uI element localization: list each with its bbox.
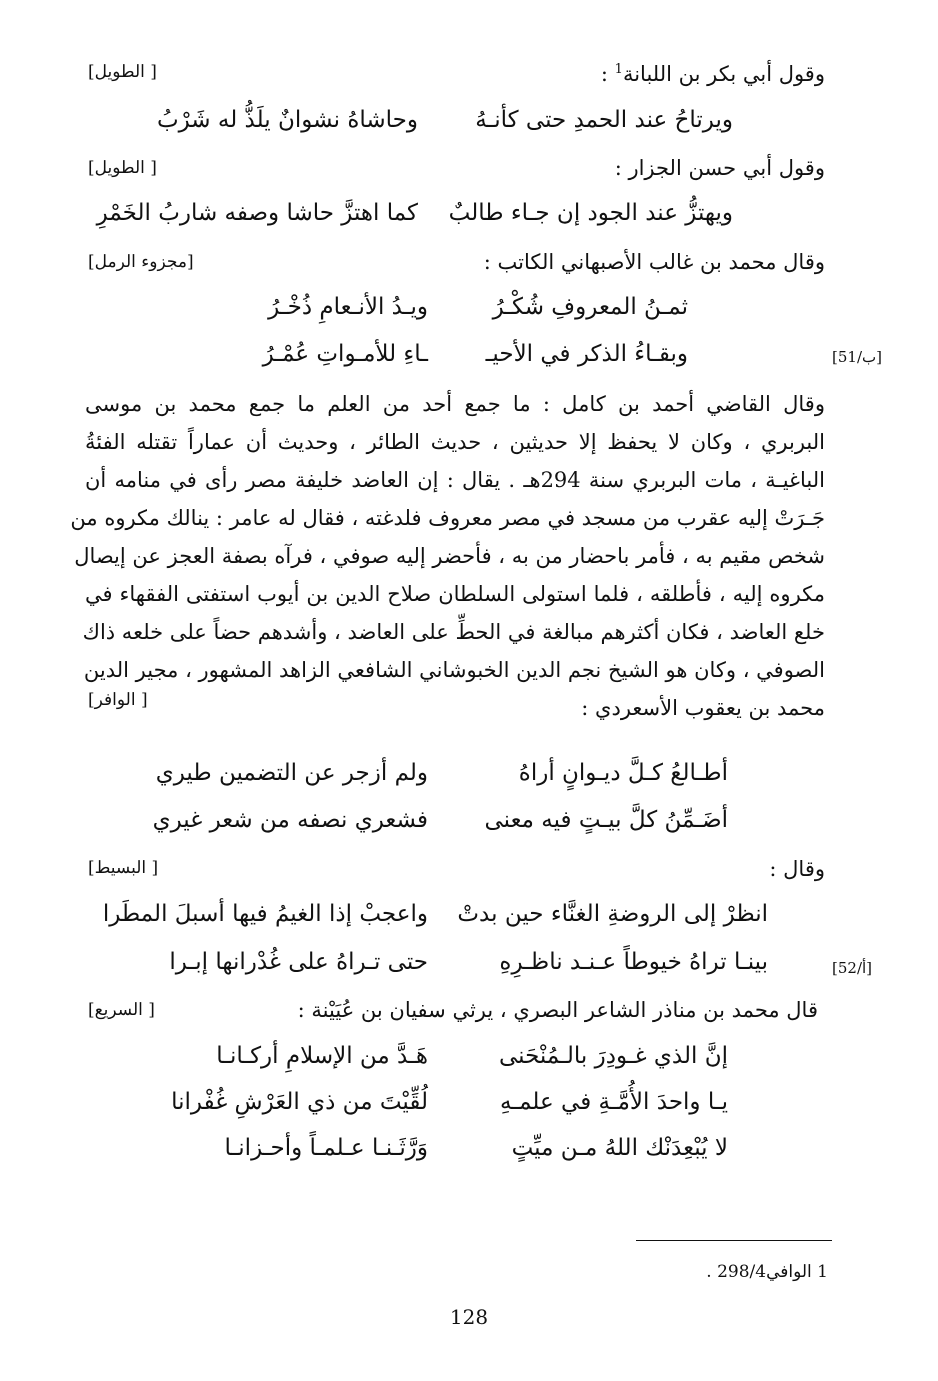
manuscript-folio-marker: [52/أ] bbox=[832, 959, 873, 977]
verse-second-hemistich: هَـدَّ من الإسلامِ أركـانـا bbox=[216, 1043, 428, 1069]
verse-second-hemistich: وَرَّثَـنـا عـلمـاً وأحـزانـا bbox=[224, 1135, 428, 1161]
verse-second-hemistich: كما اهتزَّ حاشا وصفه شاربُ الخَمْرِ bbox=[96, 200, 418, 226]
meter-label: [ الطويل] bbox=[88, 158, 157, 178]
intro-colon: : bbox=[600, 62, 615, 86]
prose-line: الباغيـة ، مات البربري سنة 294هـ . يقال : إن العاضد خليفة مصر رأى في منامه أن bbox=[85, 468, 825, 492]
verse-first-hemistich: وبقـاءُ الذكر في الأحيـ bbox=[485, 341, 688, 367]
verse-second-hemistich: وحاشاهُ نشوانٌ يلَذُّ له شَرْبُ bbox=[156, 107, 418, 133]
intro-line: وقال محمد بن غالب الأصبهاني الكاتب : bbox=[483, 250, 825, 274]
verse-second-hemistich: ويـدُ الأنـعامِ ذُخْـرُ bbox=[268, 294, 428, 320]
prose-line: شخص مقيم به ، فأمر باحضار من به ، فأحضر إليه صوفي ، فرآه بصفة العجز عن إيصال bbox=[74, 544, 825, 568]
verse-first-hemistich: ثمـنُ المعروفِ شُكْـرُ bbox=[492, 294, 688, 320]
meter-label: [ البسيط] bbox=[88, 858, 159, 878]
prose-line: خلع العاضد ، فكان أكثرهم مبالغة في الحطِّ على العاضد ، وأشدهم حضاً على خلعه ذاك bbox=[82, 620, 825, 644]
verse-second-hemistich: حتى تـراهُ على غُدْرانها إبـرا bbox=[169, 949, 428, 975]
meter-label: [مجزوء الرمل] bbox=[88, 252, 194, 272]
footnote-separator bbox=[636, 1240, 832, 1241]
page-number: 128 bbox=[449, 1305, 489, 1329]
verse-second-hemistich: ـاءِ للأمـواتِ عُمْـرُ bbox=[262, 341, 428, 367]
verse-first-hemistich: أطـالعُ كـلَّ ديـوانٍ أراهُ bbox=[518, 760, 728, 786]
prose-line: وقال القاضي أحمد بن كامل : ما جمع أحد من العلم ما جمع محمد بن موسى bbox=[85, 392, 825, 416]
prose-line: الصوفي ، وكان هو الشيخ نجم الدين الخبوشاني الشافعي الزاهد المشهور ، مجير الدين bbox=[83, 658, 825, 682]
prose-line: مكروه إليه ، فأطلقه ، فلما استولى السلطان صلاح الدين بن أيوب استفتى الفقهاء في bbox=[85, 582, 825, 606]
meter-label: [ الطويل] bbox=[88, 62, 157, 82]
verse-first-hemistich: انظرْ إلى الروضةِ الغنَّاء حين بدتْ bbox=[457, 901, 768, 927]
intro-text: وقول أبي بكر بن اللبانة bbox=[622, 62, 825, 86]
verse-second-hemistich: لُقِّيْتَ من ذي العَرْشِ غُفْرانا bbox=[171, 1089, 428, 1115]
intro-line: وقال : bbox=[769, 857, 825, 881]
verse-first-hemistich: ويرتاحُ عند الحمدِ حتى كأنـهُ bbox=[475, 107, 733, 133]
verse-first-hemistich: لا يُبْعِدَنْك اللهُ مـن ميِّتٍ bbox=[511, 1135, 728, 1161]
manuscript-folio-marker: [51/ب] bbox=[832, 348, 882, 366]
prose-line: البربري ، وكان لا يحفظ إلا حديثين ، حديث الطائر ، وحديث أن عماراً تقتله الفئةُ bbox=[85, 430, 825, 454]
verse-first-hemistich: بينـا تراهُ خيوطاً عـنـد ناظـرِهِ bbox=[499, 949, 768, 975]
meter-label: [ السريع] bbox=[88, 1000, 155, 1020]
verse-first-hemistich: ويهتزُّ عند الجود إن جـاء طالبٌ bbox=[448, 200, 733, 226]
prose-line: جَـرَتْ إليه عقرب من مسجد في مصر معروف فلدغته ، فقال له عامر : ينالك مكروه من bbox=[70, 506, 825, 530]
intro-line: محمد بن يعقوب الأسعردي : bbox=[581, 696, 825, 720]
verse-first-hemistich: يـا واحدَ الأُمَّـةِ في علمـهِ bbox=[500, 1089, 728, 1115]
verse-second-hemistich: واعجبْ إذا الغيمُ فيها أسبلَ المطَرا bbox=[102, 901, 428, 927]
intro-line bbox=[601, 62, 825, 86]
footnote-marker: 1 bbox=[614, 62, 623, 77]
verse-first-hemistich: أضَـمِّنُ كلَّ بيـتٍ فيه معنى bbox=[484, 807, 728, 833]
footnote: 1 الوافي298/4 . bbox=[706, 1262, 828, 1282]
verse-first-hemistich: إنَّ الذي غـودِرَ بالـمُنْحَنى bbox=[498, 1043, 728, 1069]
meter-label: [ الوافر] bbox=[88, 690, 148, 710]
verse-second-hemistich: فشعري نصفه من شعر غيري bbox=[152, 807, 428, 833]
intro-line: قال محمد بن مناذر الشاعر البصري ، يرثي سفيان بن عُيَيْنة : bbox=[297, 998, 818, 1022]
intro-line: وقول أبي حسن الجزار : bbox=[614, 156, 825, 180]
verse-second-hemistich: ولم أزجر عن التضمين طيري bbox=[155, 760, 428, 786]
